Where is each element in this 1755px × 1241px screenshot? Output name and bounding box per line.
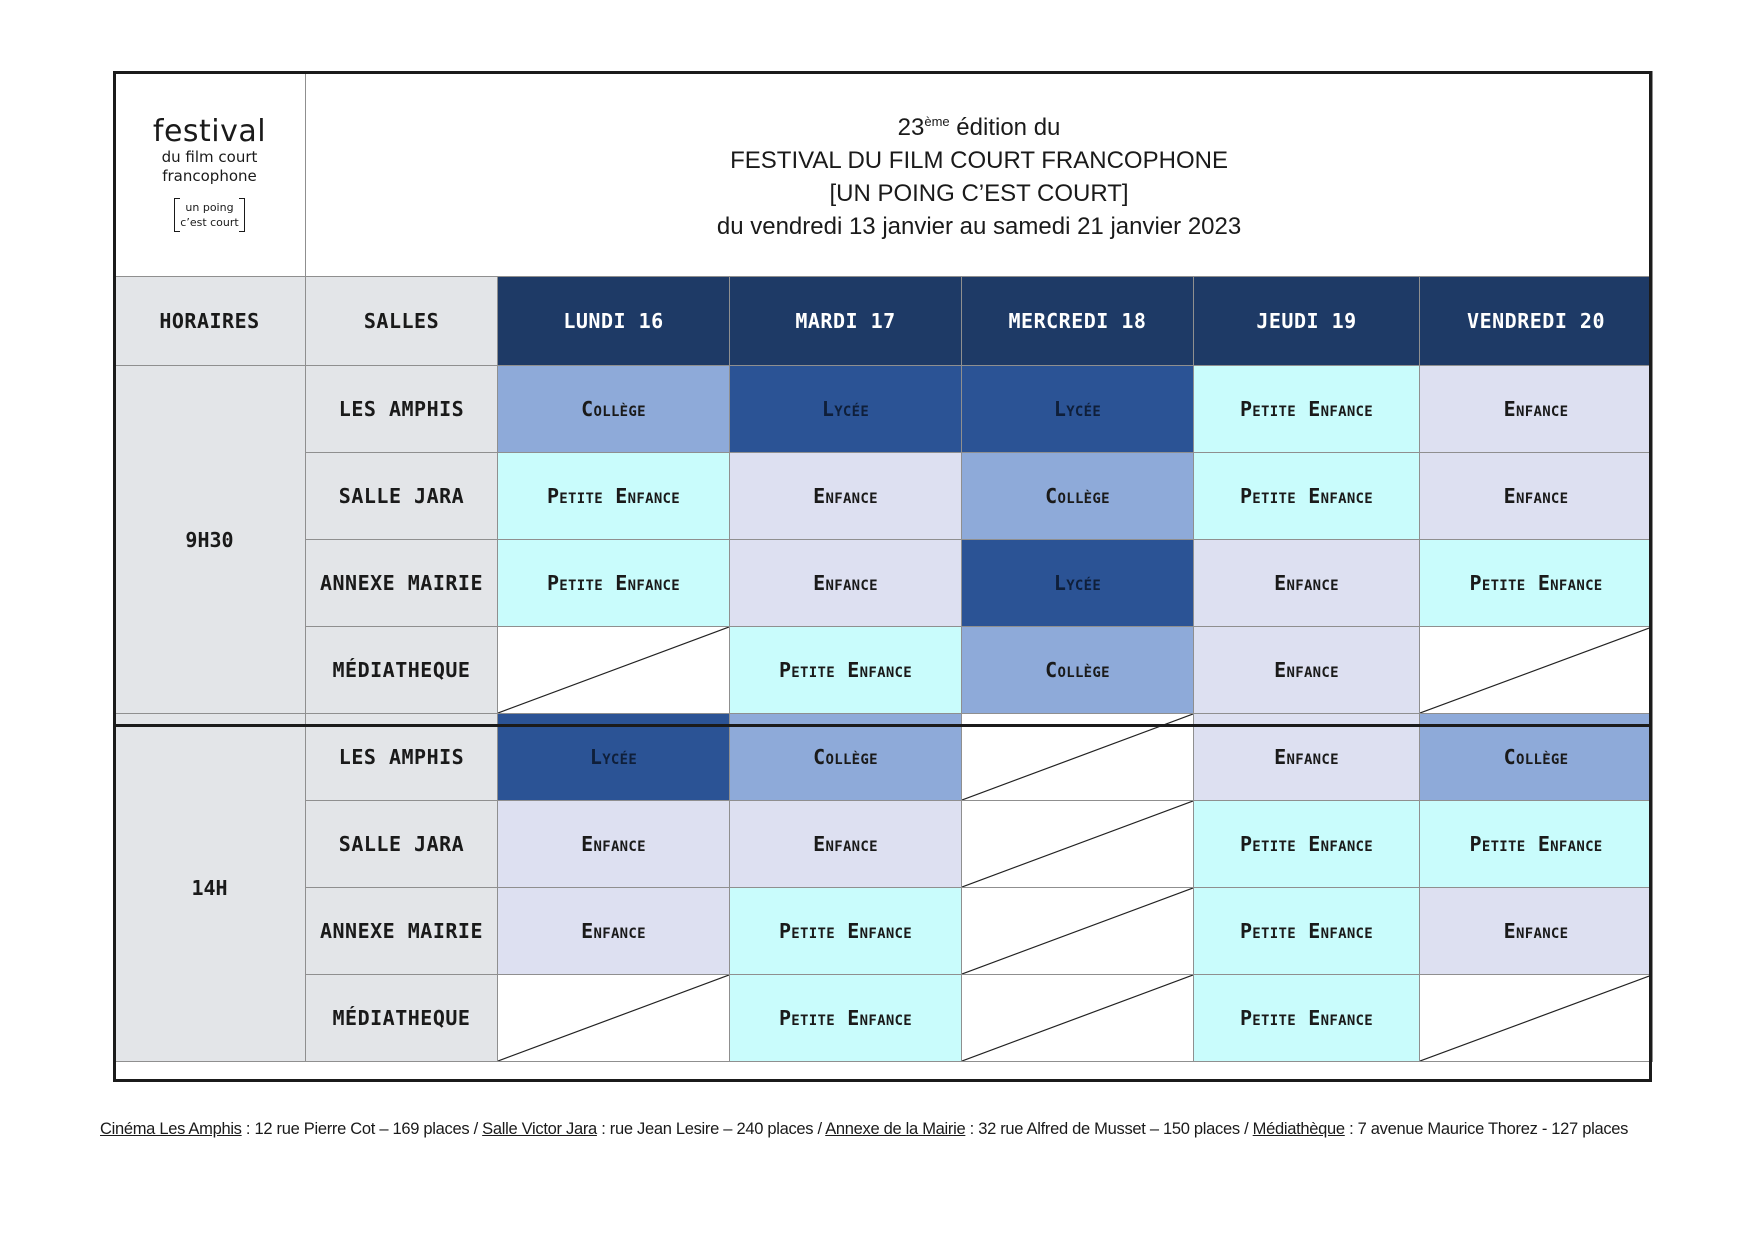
title-line4: du vendredi 13 janvier au samedi 21 janvier 2023: [716, 213, 1242, 240]
title-line3: [UN POING C’EST COURT]: [829, 180, 1129, 207]
room-label: ANNEXE MAIRIE: [306, 888, 498, 975]
empty-slash: [498, 975, 729, 1061]
time-slot-label: 14H: [114, 714, 306, 1062]
session-cell: [1194, 366, 1420, 453]
session-label: Enfance: [813, 571, 878, 595]
session-label: Enfance: [1274, 658, 1339, 682]
session-cell: [730, 540, 962, 627]
session-cell: [1420, 801, 1653, 888]
session-label: Lycée: [589, 745, 638, 769]
session-label: Enfance: [1503, 484, 1569, 508]
column-header-row: [114, 277, 1653, 366]
session-cell: [1420, 714, 1653, 801]
empty-slash: [962, 975, 1193, 1061]
schedule-row: [114, 975, 1653, 1062]
session-cell: [1194, 627, 1420, 714]
time-slot-label: 9H30: [114, 366, 306, 714]
session-label: Petite Enfance: [1239, 919, 1374, 943]
session-cell: [498, 540, 730, 627]
session-cell: [730, 975, 962, 1062]
room-label: LES AMPHIS: [306, 714, 498, 801]
empty-slash: [498, 627, 729, 713]
schedule-table: [113, 71, 1653, 1062]
session-label: Petite Enfance: [1239, 832, 1374, 856]
day-header: MERCREDI 18: [962, 277, 1194, 366]
session-label: Enfance: [1274, 571, 1339, 595]
festival-logo: [114, 72, 306, 277]
session-cell: [1194, 453, 1420, 540]
session-cell: [1194, 801, 1420, 888]
room-label: LES AMPHIS: [306, 366, 498, 453]
session-label: Petite Enfance: [778, 1006, 913, 1030]
venue-3-info: : 32 rue Alfred de Musset – 150 places /: [965, 1120, 1253, 1138]
venue-1-info: : 12 rue Pierre Cot – 169 places /: [241, 1120, 483, 1138]
session-cell: [1420, 366, 1653, 453]
session-label: Petite Enfance: [778, 658, 913, 682]
session-label: Enfance: [581, 832, 646, 856]
session-label: Petite Enfance: [778, 919, 913, 943]
logo-line1: festival: [152, 114, 267, 149]
session-cell: [962, 453, 1194, 540]
empty-session-cell: [1420, 627, 1653, 714]
venue-4-name: Médiathèque: [1252, 1120, 1345, 1138]
empty-slash: [962, 801, 1193, 887]
session-label: Enfance: [581, 919, 646, 943]
day-header: JEUDI 19: [1194, 277, 1420, 366]
session-label: Petite Enfance: [1239, 1006, 1374, 1030]
schedule-row: [114, 888, 1653, 975]
logo-tag1: un poing: [185, 201, 234, 214]
venue-3-name: Annexe de la Mairie: [825, 1120, 966, 1138]
session-cell: [730, 366, 962, 453]
logo-line2: du film court: [161, 148, 258, 166]
empty-session-cell: [962, 888, 1194, 975]
empty-slash: [1420, 975, 1652, 1061]
session-cell: [962, 627, 1194, 714]
empty-session-cell: [962, 975, 1194, 1062]
col-header-horaires: HORAIRES: [114, 277, 306, 366]
session-label: Collège: [1045, 658, 1110, 682]
schedule-row: [114, 714, 1653, 801]
session-cell: [1194, 714, 1420, 801]
session-label: Petite Enfance: [546, 484, 681, 508]
session-cell: [498, 453, 730, 540]
session-cell: [962, 366, 1194, 453]
session-label: Petite Enfance: [1239, 397, 1374, 421]
session-cell: [1420, 540, 1653, 627]
empty-slash: [962, 888, 1193, 974]
session-cell: [730, 453, 962, 540]
session-label: Petite Enfance: [546, 571, 681, 595]
room-label: SALLE JARA: [306, 453, 498, 540]
session-label: Lycée: [1053, 571, 1102, 595]
session-label: Petite Enfance: [1469, 571, 1603, 595]
col-header-salles: SALLES: [306, 277, 498, 366]
venue-4-info: : 7 avenue Maurice Thorez - 127 places: [1344, 1120, 1629, 1138]
day-header: MARDI 17: [730, 277, 962, 366]
title-line1: 23ème édition du: [897, 114, 1061, 141]
empty-session-cell: [498, 975, 730, 1062]
session-cell: [498, 801, 730, 888]
empty-slash: [1420, 627, 1652, 713]
venue-footer: [100, 1120, 1660, 1139]
empty-session-cell: [962, 801, 1194, 888]
empty-session-cell: [962, 714, 1194, 801]
session-cell: [498, 366, 730, 453]
session-cell: [730, 714, 962, 801]
session-label: Collège: [581, 397, 646, 421]
room-label: MÉDIATHEQUE: [306, 975, 498, 1062]
schedule-row: [114, 366, 1653, 453]
session-label: Enfance: [813, 484, 878, 508]
session-label: Collège: [813, 745, 878, 769]
empty-session-cell: [1420, 975, 1653, 1062]
schedule-sheet: [113, 71, 1652, 1082]
session-cell: [1420, 888, 1653, 975]
title-line2: FESTIVAL DU FILM COURT FRANCOPHONE: [730, 147, 1228, 174]
session-cell: [730, 801, 962, 888]
logo-tagline: [174, 198, 244, 232]
session-cell: [1194, 888, 1420, 975]
session-cell: [730, 627, 962, 714]
session-cell: [498, 714, 730, 801]
schedule-row: [114, 801, 1653, 888]
room-label: MÉDIATHEQUE: [306, 627, 498, 714]
schedule-row: [114, 627, 1653, 714]
venue-1-name: Cinéma Les Amphis: [100, 1120, 242, 1138]
session-label: Enfance: [1274, 745, 1339, 769]
room-label: ANNEXE MAIRIE: [306, 540, 498, 627]
session-label: Collège: [1045, 484, 1110, 508]
header-block: [114, 72, 1653, 277]
session-cell: [730, 888, 962, 975]
logo-line3: francophone: [162, 167, 257, 185]
venue-2-name: Salle Victor Jara: [482, 1120, 597, 1138]
logo-tag2: c’est court: [180, 216, 239, 229]
empty-session-cell: [498, 627, 730, 714]
schedule-row: [114, 453, 1653, 540]
session-label: Enfance: [1503, 397, 1569, 421]
session-label: Enfance: [1503, 919, 1569, 943]
session-label: Petite Enfance: [1239, 484, 1374, 508]
session-cell: [962, 540, 1194, 627]
day-header: VENDREDI 20: [1420, 277, 1653, 366]
room-label: SALLE JARA: [306, 801, 498, 888]
page-title: [306, 72, 1653, 277]
session-label: Collège: [1503, 745, 1569, 769]
empty-slash: [962, 714, 1193, 800]
session-cell: [1420, 453, 1653, 540]
session-label: Lycée: [821, 397, 870, 421]
session-cell: [498, 888, 730, 975]
session-cell: [1194, 975, 1420, 1062]
schedule-row: [114, 540, 1653, 627]
session-label: Lycée: [1053, 397, 1102, 421]
session-cell: [1194, 540, 1420, 627]
session-label: Petite Enfance: [1469, 832, 1603, 856]
venue-2-info: : rue Jean Lesire – 240 places /: [596, 1120, 826, 1138]
day-header: LUNDI 16: [498, 277, 730, 366]
session-label: Enfance: [813, 832, 878, 856]
